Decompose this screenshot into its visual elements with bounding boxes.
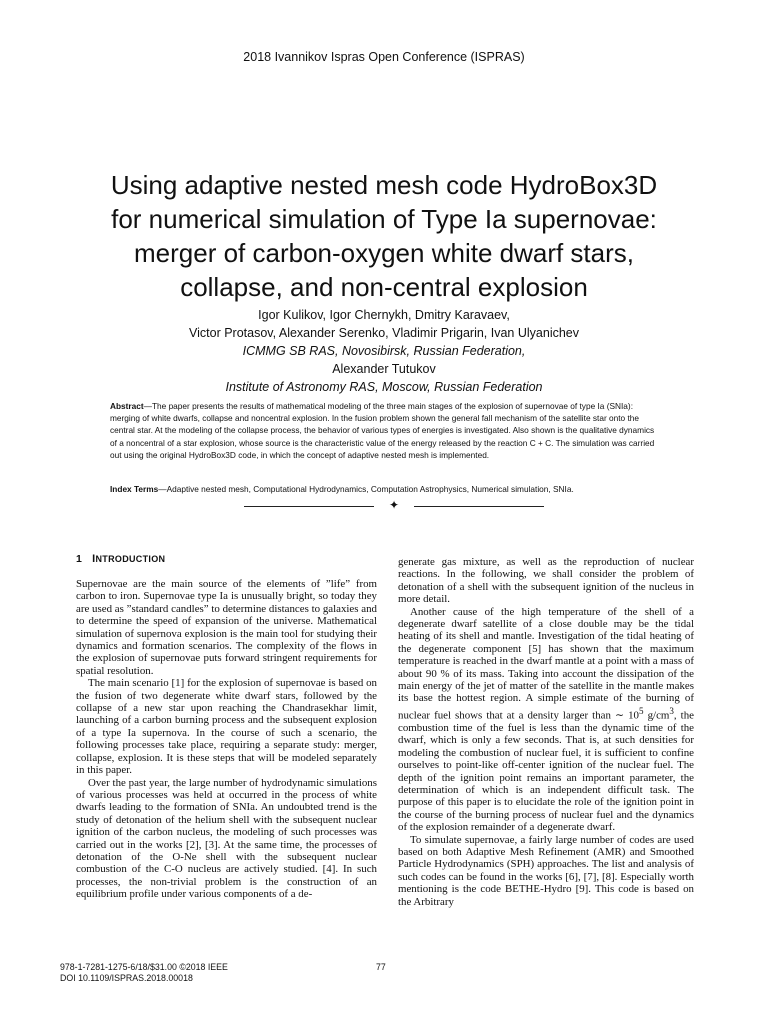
title-line: merger of carbon-oxygen white dwarf stars, [134, 238, 634, 268]
title-line: Using adaptive nested mesh code HydroBox3D [110, 170, 658, 200]
section-heading [76, 553, 165, 565]
paragraph: Over the past year, the large number of hydrodynamic simulations of various processes was held at occurred in the process of white dwarfs leading to the formation of SNIa. An undoubted trend is the study of detonation of the helium shell with the subsequent nuclear ignition of the carbon nucleus, the modeling of such processes was carried out in the works [2], [3]. At the same time, the processes of detonation of the O-Ne shell with the subsequent nuclear combustion of the C-O nucleus are actively studied. [4]. In such processes, the non-trivial problem is the construction of an equilibrium profile under various components of a de- [76, 776, 377, 901]
paragraph-text: Another cause of the high temperature of the shell of a degenerate dwarf satellite of a close double may be the tidal heating of its shell and mantle. Investigation of the tidal heating of the degenerate component [5] has shown that the maximum temperature is reached in the dwarf mantle at a point with a mass of about 90 % of its mass. Taking into account the dissipation of the main energy of the jet of matter of the satellite in the mantle makes its base the hottest region. A simple estimate of the burning of nuclear fuel shows that at a density larger than ∼ 10 [398, 605, 694, 722]
paper-title [60, 168, 708, 304]
paragraph-text: g/cm [643, 709, 670, 722]
exponent: 5 [639, 705, 644, 716]
paragraph: The main scenario [1] for the explosion of supernovae is based on the fusion of two degenerate white dwarf stars, followed by the collapse of a new star upon reaching the Chandrasekhar limit, launching of a carbon burning process and the subsequent explosion of a type Ia supernova. In the course of such a scenario, the following processes take place, requiring a separate study: merger, collapse, explosion. It is these steps that will be modeled separately in this paper. [76, 677, 377, 777]
page-number: 77 [376, 962, 386, 972]
footer-copyright [60, 962, 228, 983]
paragraph-text: , the combustion time of the fuel is less than the dynamic time of the dwarf, which is only a few seconds. That is, at such densities for modeling the combustion of nuclear fuel, it is sufficient to confine ourselves to point-like off-center ignition of the nuclear fuel. The depth of the ignition point remains an important parameter, the determination of which is an independent difficult task. The purpose of this paper is to elucidate the role of the ignition point in the course of the burning process of nuclear fuel and the dynamics of the explosion remainder of a degenerate dwarf. [398, 709, 694, 834]
paragraph: generate gas mixture, as well as the reproduction of nuclear reactions. In the following, we shall consider the problem of detonation of a shell with the subsequent ignition of the nucleus in more detail. [398, 556, 694, 606]
affiliation: ICMMG SB RAS, Novosibirsk, Russian Federation, [242, 344, 526, 358]
abstract-label: Abstract [110, 401, 144, 411]
section-title-initial: I [92, 553, 96, 565]
affiliation: Institute of Astronomy RAS, Moscow, Russian Federation [225, 380, 543, 394]
title-line: for numerical simulation of Type Ia supernovae: [111, 204, 657, 234]
footer-isbn: 978-1-7281-1275-6/18/$31.00 ©2018 IEEE [60, 962, 228, 972]
conference-header: 2018 Ivannikov Ispras Open Conference (ISPRAS) [243, 50, 525, 64]
index-terms-label: Index Terms [110, 484, 159, 494]
paragraph: Supernovae are the main source of the elements of ”life” from carbon to iron. Supernovae type Ia is unusually bright, so today they are used as ”standard candles” to determine distances to galaxies and to determine the speed of expansion of the universe. Mathematical simulation of supernova explosion is the main tool for studying their dynamics and formation scenarios. The complexity of the flows in the explosion of supernovae puts forward stringent requirements for spatial resolution. [76, 578, 377, 677]
author-line: Victor Protasov, Alexander Serenko, Vladimir Prigarin, Ivan Ulyanichev [189, 326, 579, 340]
footer-doi: DOI 10.1109/ISPRAS.2018.00018 [60, 972, 193, 983]
section-title-rest: NTRODUCTION [95, 554, 166, 564]
title-line: collapse, and non-central explosion [180, 272, 588, 302]
index-terms [110, 483, 660, 495]
left-column [76, 578, 377, 901]
section-number: 1 [76, 553, 83, 565]
author-line: Alexander Tutukov [332, 362, 436, 376]
separator-diamond-icon: ✦ [388, 498, 400, 512]
paragraph [398, 606, 694, 834]
abstract-text: —The paper presents the results of mathematical modeling of the three main stages of the explosion of supernovae of type Ia (SNIa): merging of white dwarfs, collapse and noncentral explosion. In the fusion problem shown the general fall mechanism of the satellite star onto the central star. At the modeling of the collapse process, the behavior of various types of energies is investigated. Also shown is the qualitative dynamics of a noncentral of a star explosion, whose source is the characteristic value of the energy released by the reaction C + C. The simulation was carried out using the original HydroBox3D code, in which the concept of adaptive nested mesh is implemented. [110, 401, 655, 460]
index-terms-text: —Adaptive nested mesh, Computational Hydrodynamics, Computation Astrophysics, Numerical simulation, SNIa. [158, 484, 574, 494]
author-line: Igor Kulikov, Igor Chernykh, Dmitry Karavaev, [258, 308, 510, 322]
paragraph: To simulate supernovae, a fairly large number of codes are used based on both Adaptive Mesh Refinement (AMR) and Smoothed Particle Hydrodynamics (SPH) approaches. The list and analysis of such codes can be found in the works [6], [7], [8]. Especially worth mentioning is the code BETHE-Hydro [9]. This code is based on the Arbitrary [398, 833, 694, 908]
separator-line-right [414, 506, 544, 507]
author-block [60, 306, 708, 396]
separator-line-left [244, 506, 374, 507]
right-column [398, 556, 694, 908]
abstract [110, 400, 660, 461]
exponent: 3 [669, 705, 674, 716]
section-separator [244, 500, 544, 512]
